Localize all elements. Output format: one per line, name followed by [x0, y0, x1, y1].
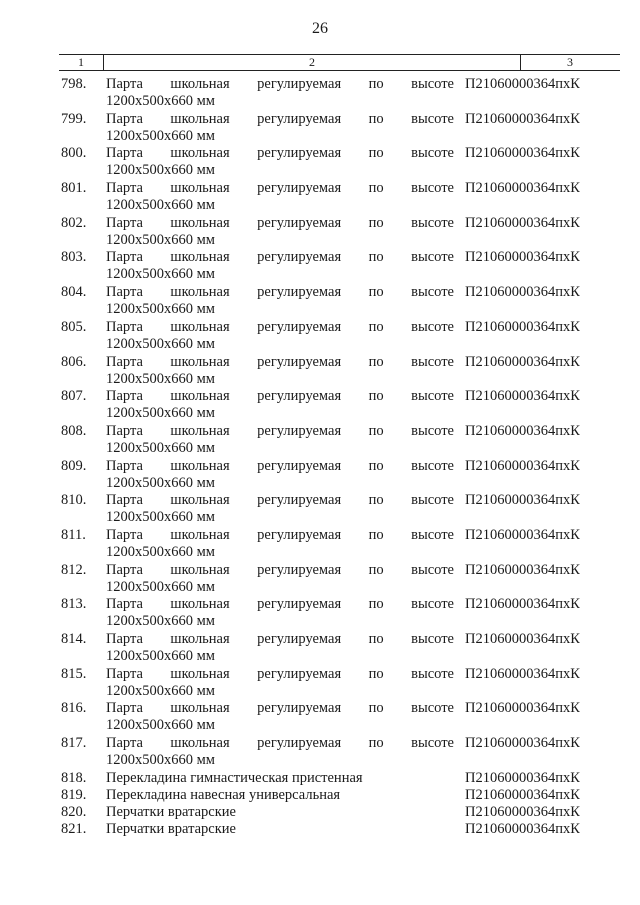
row-number: 814. — [61, 631, 87, 647]
item-description-line1 — [106, 284, 454, 301]
item-description-line1 — [106, 700, 454, 717]
description-word: высоте — [411, 665, 454, 682]
item-description-line2: 1200x500x660 мм — [106, 231, 215, 248]
description-word: Парта — [106, 284, 143, 301]
table-row — [0, 111, 640, 146]
description-word: по — [368, 214, 384, 231]
description-word: школьная — [170, 561, 230, 578]
item-description-line2: 1200x500x660 мм — [106, 543, 215, 560]
description-word: по — [368, 631, 384, 647]
description-word: высоте — [411, 180, 454, 197]
item-code: П21060000364пхК — [465, 353, 580, 370]
description-word: Парта — [106, 353, 143, 370]
item-description-line2: 1200x500x660 мм — [106, 370, 215, 387]
item-description-line1 — [106, 249, 454, 266]
description-word: по — [368, 492, 384, 509]
table-row — [0, 180, 640, 215]
item-description-line1 — [106, 354, 454, 371]
row-number: 808. — [61, 422, 87, 439]
item-code: П21060000364пхК — [465, 284, 580, 301]
description-word: школьная — [170, 526, 230, 543]
description-word: высоте — [411, 388, 454, 405]
description-word: школьная — [170, 735, 230, 752]
description-word: регулируемая — [257, 110, 342, 127]
description-word: по — [368, 110, 384, 127]
description-word: регулируемая — [257, 145, 342, 162]
item-code: П21060000364пхК — [465, 422, 580, 439]
item-code: П21060000364пхК — [465, 110, 580, 127]
description-word: Парта — [106, 110, 143, 127]
item-description-line1 — [106, 562, 454, 579]
item-description-line1 — [106, 180, 454, 197]
description-word: по — [368, 318, 384, 335]
table-row — [0, 284, 640, 319]
table-row — [0, 249, 640, 284]
description-word: школьная — [170, 318, 230, 335]
row-number: 807. — [61, 388, 87, 405]
table-row — [0, 76, 640, 111]
item-description-line2: 1200x500x660 мм — [106, 197, 215, 214]
description-word: регулируемая — [257, 388, 342, 405]
description-word: регулируемая — [257, 284, 342, 301]
item-code: П21060000364пхК — [465, 665, 580, 682]
row-number: 811. — [61, 526, 86, 543]
item-description-line2: 1200x500x660 мм — [106, 266, 215, 283]
item-description-line2: 1200x500x660 мм — [106, 613, 215, 630]
table-row — [0, 492, 640, 527]
item-description-line2: 1200x500x660 мм — [106, 648, 215, 664]
description-word: школьная — [170, 388, 230, 405]
item-description-line2: 1200x500x660 мм — [106, 162, 215, 179]
description-word: школьная — [170, 353, 230, 370]
item-description-line1 — [106, 423, 454, 440]
item-description: Перекладина гимнастическая пристенная — [106, 769, 363, 786]
description-word: Парта — [106, 214, 143, 231]
description-word: Парта — [106, 457, 143, 474]
description-word: по — [368, 145, 384, 162]
table-row — [0, 527, 640, 562]
description-word: регулируемая — [257, 526, 342, 543]
description-word: высоте — [411, 145, 454, 162]
item-description-line2: 1200x500x660 мм — [106, 474, 215, 491]
description-word: школьная — [170, 422, 230, 439]
item-description-line2: 1200x500x660 мм — [106, 127, 215, 144]
description-word: Парта — [106, 665, 143, 682]
table-row — [0, 735, 640, 770]
row-number: 799. — [61, 110, 87, 127]
table-row — [0, 562, 640, 597]
item-description-line2: 1200x500x660 мм — [106, 578, 215, 595]
description-word: Парта — [106, 631, 143, 647]
description-word: высоте — [411, 249, 454, 266]
table-row — [0, 700, 640, 735]
description-word: высоте — [411, 631, 454, 647]
description-word: регулируемая — [257, 318, 342, 335]
description-word: высоте — [411, 422, 454, 439]
description-word: высоте — [411, 700, 454, 717]
description-word: регулируемая — [257, 596, 342, 613]
description-word: регулируемая — [257, 665, 342, 682]
description-word: Парта — [106, 492, 143, 509]
item-code: П21060000364пхК — [465, 526, 580, 543]
item-description-line1 — [106, 666, 454, 683]
description-word: школьная — [170, 700, 230, 717]
table-row — [0, 804, 640, 821]
table-row — [0, 215, 640, 250]
item-code: П21060000364пхК — [465, 492, 580, 509]
description-word: школьная — [170, 110, 230, 127]
item-description-line2: 1200x500x660 мм — [106, 405, 215, 422]
item-code: П21060000364пхК — [465, 388, 580, 405]
item-description: Перекладина навесная универсальная — [106, 786, 341, 803]
table-row — [0, 596, 640, 631]
table-row — [0, 631, 640, 666]
item-description-line1 — [106, 735, 454, 752]
table-row — [0, 423, 640, 458]
description-word: высоте — [411, 561, 454, 578]
description-word: высоте — [411, 492, 454, 509]
item-code: П21060000364пхК — [465, 180, 580, 197]
description-word: по — [368, 180, 384, 197]
description-word: школьная — [170, 249, 230, 266]
item-code: П21060000364пхК — [465, 214, 580, 231]
item-code: П21060000364пхК — [465, 318, 580, 335]
row-number: 821. — [61, 821, 87, 838]
description-word: высоте — [411, 76, 454, 92]
row-number: 806. — [61, 353, 87, 370]
table-column-header — [59, 54, 620, 71]
description-word: школьная — [170, 145, 230, 162]
item-description-line1 — [106, 76, 454, 93]
description-word: высоте — [411, 284, 454, 301]
item-description-line1 — [106, 458, 454, 475]
description-word: высоте — [411, 526, 454, 543]
row-number: 813. — [61, 596, 87, 613]
table-row — [0, 821, 640, 838]
column-header-1: 1 — [78, 55, 84, 69]
description-word: школьная — [170, 596, 230, 613]
description-word: по — [368, 665, 384, 682]
description-word: регулируемая — [257, 631, 342, 647]
item-description-line1 — [106, 145, 454, 162]
description-word: регулируемая — [257, 492, 342, 509]
item-description-line1 — [106, 492, 454, 509]
item-description: Перчатки вратарские — [106, 821, 236, 838]
description-word: высоте — [411, 735, 454, 752]
description-word: регулируемая — [257, 700, 342, 717]
description-word: по — [368, 76, 384, 92]
table-row — [0, 666, 640, 701]
description-word: Парта — [106, 596, 143, 613]
description-word: по — [368, 422, 384, 439]
table-row — [0, 388, 640, 423]
description-word: регулируемая — [257, 180, 342, 197]
item-code: П21060000364пхК — [465, 786, 580, 803]
item-description-line1 — [106, 111, 454, 128]
row-number: 809. — [61, 457, 87, 474]
table-row — [0, 145, 640, 180]
item-description-line1 — [106, 527, 454, 544]
description-word: по — [368, 526, 384, 543]
item-code: П21060000364пхК — [465, 804, 580, 821]
description-word: по — [368, 561, 384, 578]
description-word: по — [368, 353, 384, 370]
item-code: П21060000364пхК — [465, 735, 580, 752]
description-word: высоте — [411, 457, 454, 474]
row-number: 798. — [61, 76, 87, 92]
description-word: Парта — [106, 145, 143, 162]
description-word: школьная — [170, 631, 230, 647]
description-word: по — [368, 596, 384, 613]
description-word: Парта — [106, 526, 143, 543]
description-word: школьная — [170, 76, 230, 92]
description-word: регулируемая — [257, 457, 342, 474]
item-description: Перчатки вратарские — [106, 804, 236, 821]
description-word: Парта — [106, 422, 143, 439]
column-header-3: 3 — [567, 55, 573, 69]
description-word: по — [368, 388, 384, 405]
row-number: 805. — [61, 318, 87, 335]
item-code: П21060000364пхК — [465, 457, 580, 474]
description-word: регулируемая — [257, 735, 342, 752]
description-word: Парта — [106, 561, 143, 578]
description-word: школьная — [170, 492, 230, 509]
row-number: 804. — [61, 284, 87, 301]
column-header-2: 2 — [103, 55, 521, 70]
row-number: 812. — [61, 561, 87, 578]
item-code: П21060000364пхК — [465, 769, 580, 786]
item-description-line2: 1200x500x660 мм — [106, 335, 215, 352]
row-number: 815. — [61, 665, 87, 682]
description-word: высоте — [411, 318, 454, 335]
item-description-line2: 1200x500x660 мм — [106, 301, 215, 318]
item-code: П21060000364пхК — [465, 76, 580, 92]
item-code: П21060000364пхК — [465, 631, 580, 647]
description-word: школьная — [170, 214, 230, 231]
item-code: П21060000364пхК — [465, 700, 580, 717]
description-word: регулируемая — [257, 561, 342, 578]
item-code: П21060000364пхК — [465, 561, 580, 578]
row-number: 820. — [61, 804, 87, 821]
description-word: школьная — [170, 457, 230, 474]
item-code: П21060000364пхК — [465, 596, 580, 613]
item-code: П21060000364пхК — [465, 145, 580, 162]
description-word: по — [368, 249, 384, 266]
item-description-line2: 1200x500x660 мм — [106, 752, 215, 769]
item-code: П21060000364пхК — [465, 821, 580, 838]
row-number: 801. — [61, 180, 87, 197]
row-number: 810. — [61, 492, 87, 509]
description-word: регулируемая — [257, 76, 342, 92]
description-word: регулируемая — [257, 353, 342, 370]
item-description-line2: 1200x500x660 мм — [106, 682, 215, 699]
row-number: 800. — [61, 145, 87, 162]
description-word: школьная — [170, 284, 230, 301]
item-description-line2: 1200x500x660 мм — [106, 717, 215, 734]
description-word: Парта — [106, 735, 143, 752]
page-number: 26 — [312, 20, 328, 37]
description-word: высоте — [411, 110, 454, 127]
description-word: по — [368, 457, 384, 474]
description-word: Парта — [106, 180, 143, 197]
description-word: Парта — [106, 388, 143, 405]
table-row — [0, 770, 640, 787]
item-description-line1 — [106, 631, 454, 648]
description-word: по — [368, 700, 384, 717]
table-row — [0, 319, 640, 354]
description-word: Парта — [106, 318, 143, 335]
description-word: Парта — [106, 700, 143, 717]
description-word: Парта — [106, 249, 143, 266]
table-row — [0, 458, 640, 493]
description-word: школьная — [170, 180, 230, 197]
description-word: Парта — [106, 76, 143, 92]
table-row — [0, 787, 640, 804]
table-body — [0, 76, 640, 839]
item-description-line1 — [106, 319, 454, 336]
item-description-line1 — [106, 215, 454, 232]
item-description-line1 — [106, 596, 454, 613]
row-number: 816. — [61, 700, 87, 717]
item-description-line2: 1200x500x660 мм — [106, 439, 215, 456]
item-code: П21060000364пхК — [465, 249, 580, 266]
description-word: по — [368, 284, 384, 301]
description-word: регулируемая — [257, 214, 342, 231]
description-word: высоте — [411, 353, 454, 370]
description-word: регулируемая — [257, 249, 342, 266]
description-word: регулируемая — [257, 422, 342, 439]
item-description-line2: 1200x500x660 мм — [106, 509, 215, 526]
item-description-line1 — [106, 388, 454, 405]
description-word: высоте — [411, 596, 454, 613]
description-word: школьная — [170, 665, 230, 682]
row-number: 819. — [61, 786, 87, 803]
description-word: высоте — [411, 214, 454, 231]
row-number: 818. — [61, 769, 87, 786]
row-number: 802. — [61, 214, 87, 231]
description-word: по — [368, 735, 384, 752]
item-description-line2: 1200x500x660 мм — [106, 93, 215, 109]
row-number: 803. — [61, 249, 87, 266]
row-number: 817. — [61, 735, 87, 752]
table-row — [0, 354, 640, 389]
